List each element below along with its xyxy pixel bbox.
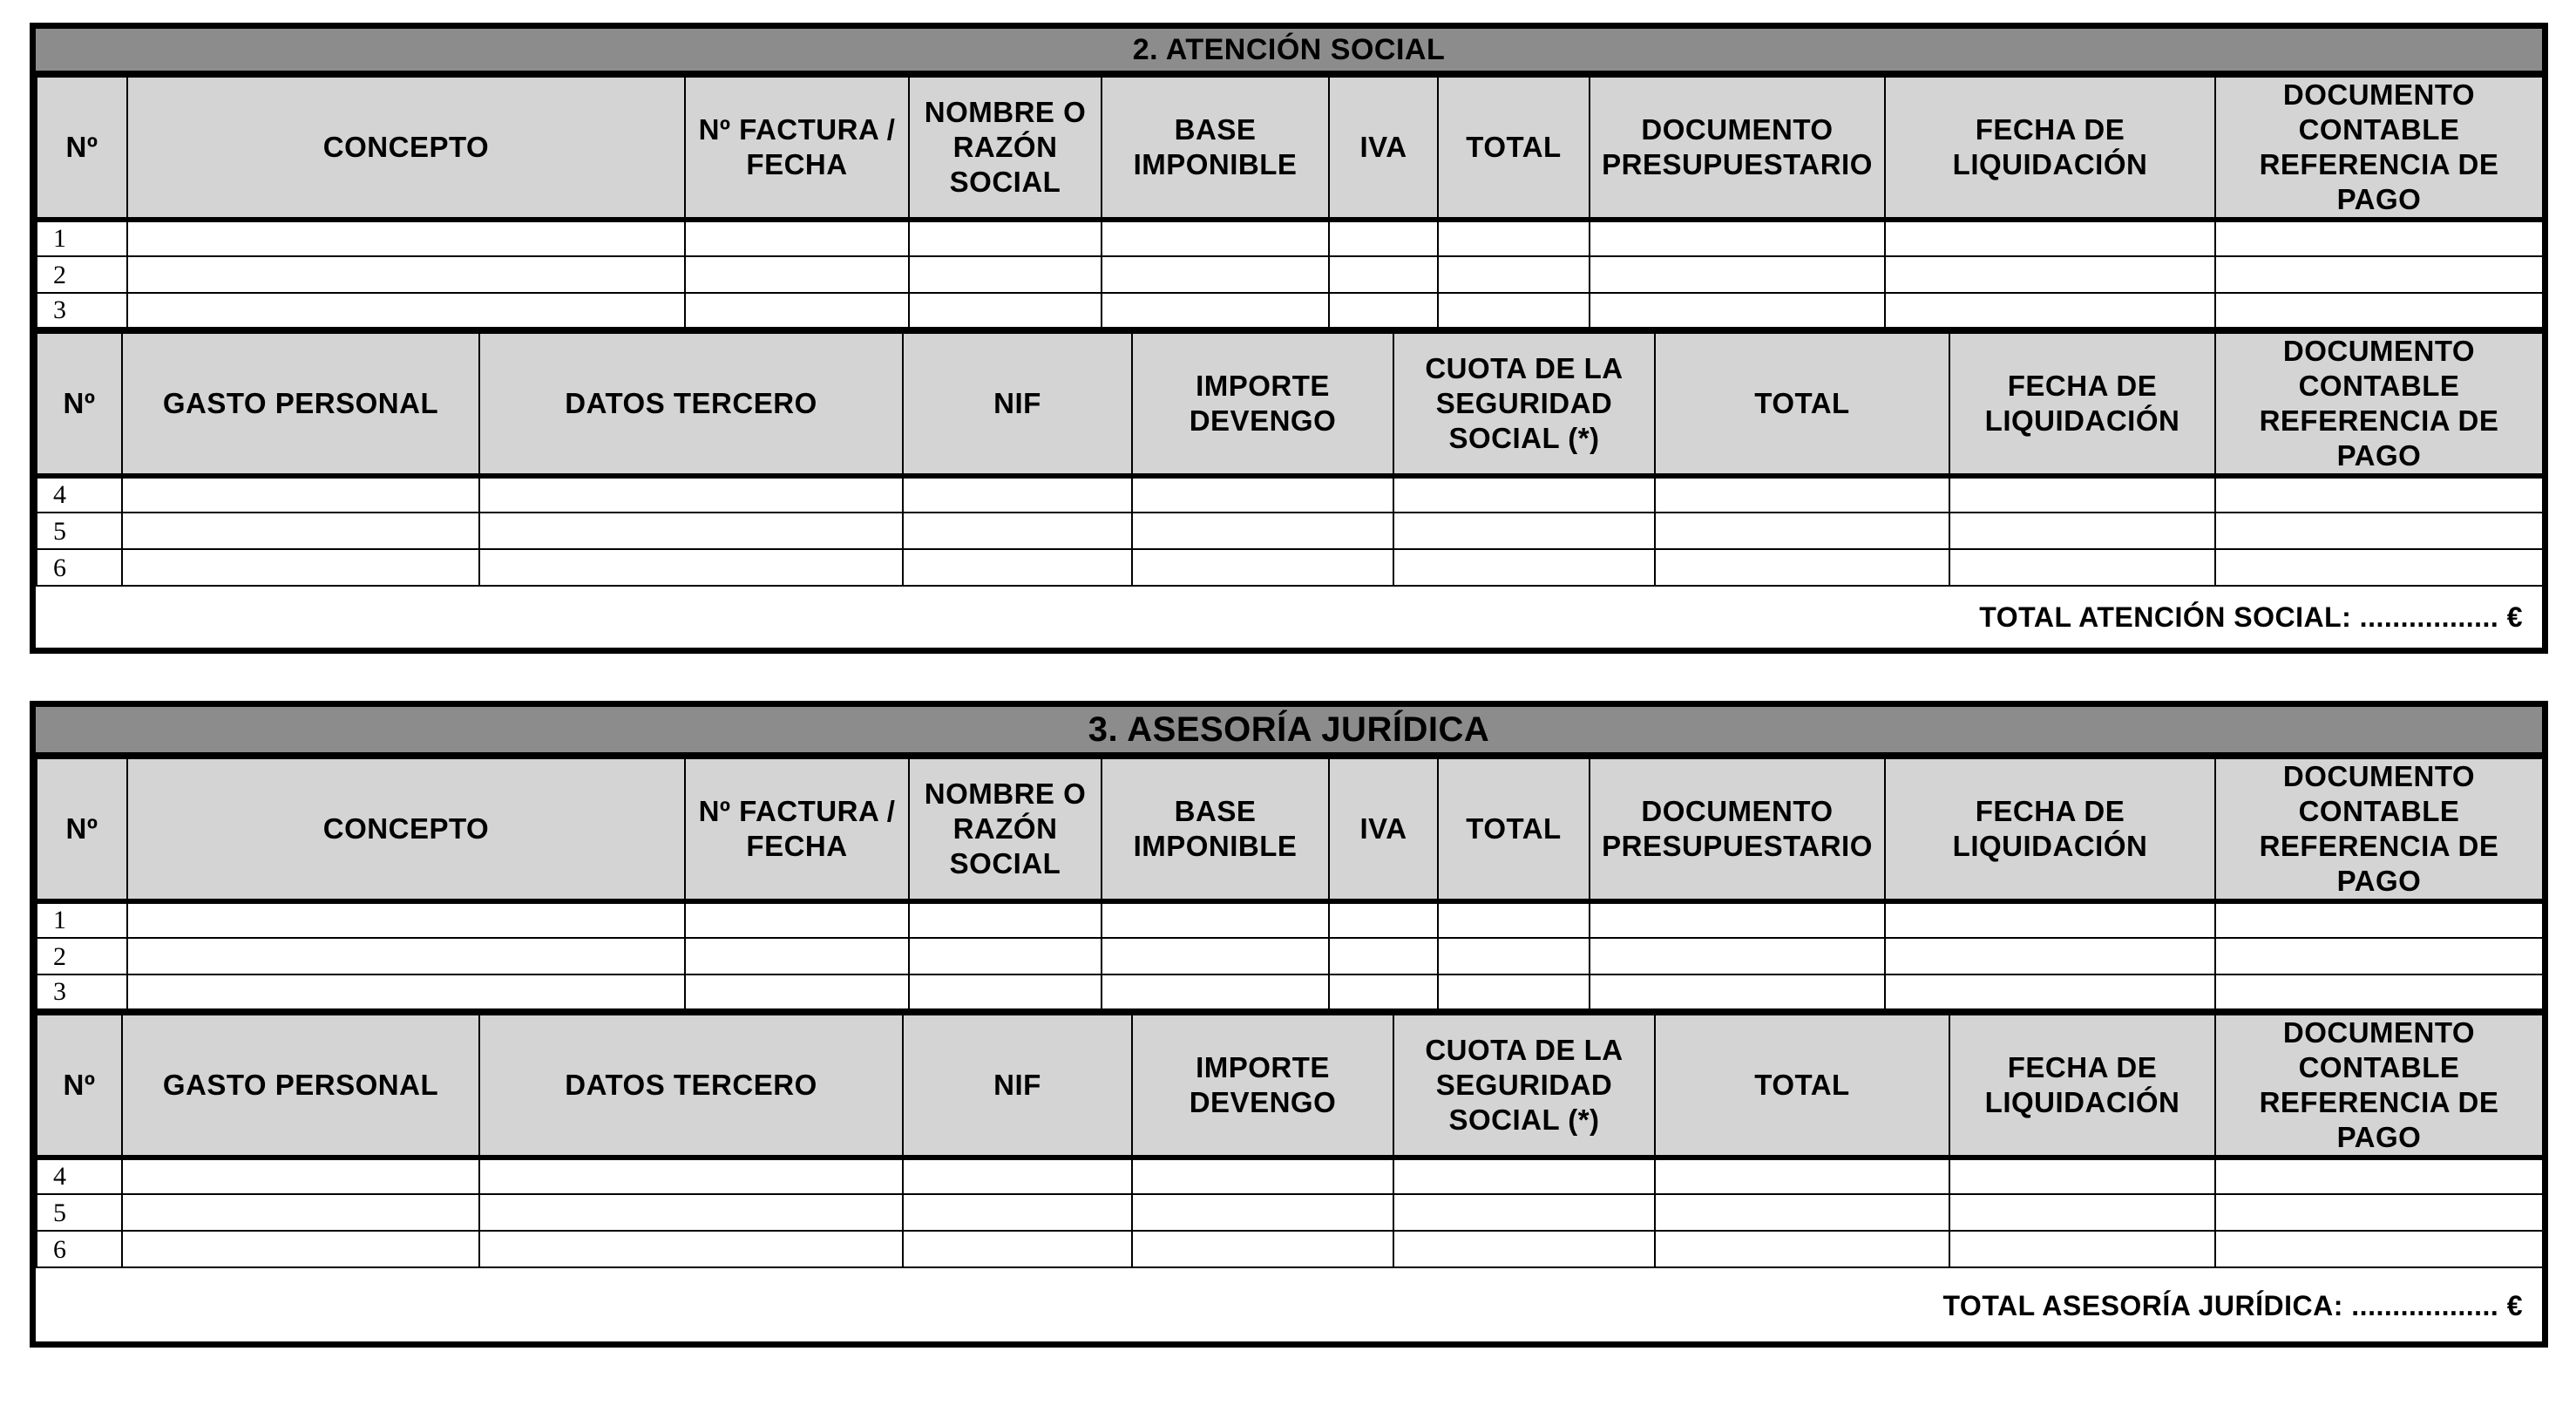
cell-cuota-seguridad-social[interactable]: [1393, 513, 1655, 549]
section-atencion-social: [30, 23, 2548, 654]
cell-gasto-personal[interactable]: [122, 1194, 479, 1231]
cell-doc-contable[interactable]: [2215, 513, 2543, 549]
cell-factura[interactable]: [685, 901, 909, 938]
cell-datos-tercero[interactable]: [479, 476, 903, 513]
row-number: 6: [37, 1231, 122, 1267]
cell-razon-social[interactable]: [909, 901, 1102, 938]
cell-cuota-seguridad-social[interactable]: [1393, 1231, 1655, 1267]
personnel-table: [36, 332, 2544, 587]
cell-nif[interactable]: [903, 549, 1132, 586]
col-header-doc-contable: DOCUMENTO CONTABLE REFERENCIA DE PAGO: [2215, 758, 2543, 901]
cell-concepto[interactable]: [127, 256, 685, 293]
row-number: 2: [37, 938, 127, 974]
cell-fecha-liquidacion[interactable]: [1949, 1231, 2215, 1267]
section-asesoria-juridica: [30, 701, 2548, 1348]
cell-doc-contable[interactable]: [2215, 901, 2543, 938]
cell-importe-devengo[interactable]: [1132, 513, 1393, 549]
table-row: [37, 256, 2543, 293]
cell-concepto[interactable]: [127, 938, 685, 974]
cell-datos-tercero[interactable]: [479, 513, 903, 549]
table-row: [37, 1158, 2543, 1194]
row-number: 1: [37, 220, 127, 256]
col-header-cuota-seguridad-social: CUOTA DE LA SEGURIDAD SOCIAL (*): [1393, 333, 1655, 476]
section-title: 2. ATENCIÓN SOCIAL: [36, 29, 2542, 76]
col-header-importe-devengo: IMPORTE DEVENGO: [1132, 333, 1393, 476]
cell-iva[interactable]: [1329, 901, 1438, 938]
col-header-doc-contable: DOCUMENTO CONTABLE REFERENCIA DE PAGO: [2215, 77, 2543, 220]
cell-base-imponible[interactable]: [1102, 974, 1329, 1011]
cell-gasto-personal[interactable]: [122, 549, 479, 586]
cell-razon-social[interactable]: [909, 256, 1102, 293]
col-header-razon-social: NOMBRE O RAZÓN SOCIAL: [909, 758, 1102, 901]
table-row: [37, 549, 2543, 586]
cell-razon-social[interactable]: [909, 293, 1102, 329]
cell-factura[interactable]: [685, 293, 909, 329]
cell-total[interactable]: [1655, 1231, 1949, 1267]
col-header-base-imponible: BASE IMPONIBLE: [1102, 77, 1329, 220]
cell-total[interactable]: [1438, 901, 1590, 938]
cell-razon-social[interactable]: [909, 974, 1102, 1011]
cell-razon-social[interactable]: [909, 938, 1102, 974]
cell-gasto-personal[interactable]: [122, 476, 479, 513]
col-header-fecha-liquidacion: FECHA DE LIQUIDACIÓN: [1949, 1015, 2215, 1158]
cell-concepto[interactable]: [127, 220, 685, 256]
cell-gasto-personal[interactable]: [122, 1158, 479, 1194]
cell-doc-contable[interactable]: [2215, 293, 2543, 329]
cell-nif[interactable]: [903, 1158, 1132, 1194]
cell-factura[interactable]: [685, 220, 909, 256]
col-header-fecha-liquidacion: FECHA DE LIQUIDACIÓN: [1885, 758, 2215, 901]
cell-fecha-liquidacion[interactable]: [1885, 974, 2215, 1011]
cell-total[interactable]: [1655, 1194, 1949, 1231]
cell-cuota-seguridad-social[interactable]: [1393, 1194, 1655, 1231]
cell-fecha-liquidacion[interactable]: [1885, 293, 2215, 329]
cell-iva[interactable]: [1329, 293, 1438, 329]
cell-concepto[interactable]: [127, 293, 685, 329]
section-total: TOTAL ASESORÍA JURÍDICA: .................. €: [1942, 1290, 2523, 1321]
cell-doc-contable[interactable]: [2215, 476, 2543, 513]
row-number: 6: [37, 549, 122, 586]
cell-base-imponible[interactable]: [1102, 293, 1329, 329]
cell-base-imponible[interactable]: [1102, 901, 1329, 938]
col-header-num: Nº: [37, 1015, 122, 1158]
cell-base-imponible[interactable]: [1102, 938, 1329, 974]
col-header-gasto-personal: GASTO PERSONAL: [122, 333, 479, 476]
col-header-factura: Nº FACTURA / FECHA: [685, 77, 909, 220]
col-header-concepto: CONCEPTO: [127, 758, 685, 901]
cell-fecha-liquidacion[interactable]: [1949, 476, 2215, 513]
table-row: [37, 974, 2543, 1011]
row-number: 5: [37, 1194, 122, 1231]
cell-doc-contable[interactable]: [2215, 1231, 2543, 1267]
cell-importe-devengo[interactable]: [1132, 1158, 1393, 1194]
col-header-iva: IVA: [1329, 77, 1438, 220]
table-header-row: [37, 77, 2543, 220]
cell-total[interactable]: [1438, 938, 1590, 974]
cell-cuota-seguridad-social[interactable]: [1393, 1158, 1655, 1194]
cell-factura[interactable]: [685, 256, 909, 293]
col-header-datos-tercero: DATOS TERCERO: [479, 333, 903, 476]
cell-doc-contable[interactable]: [2215, 256, 2543, 293]
cell-factura[interactable]: [685, 974, 909, 1011]
col-header-doc-presupuestario: DOCUMENTO PRESUPUESTARIO: [1590, 77, 1885, 220]
col-header-datos-tercero: DATOS TERCERO: [479, 1015, 903, 1158]
row-number: 1: [37, 901, 127, 938]
cell-gasto-personal[interactable]: [122, 1231, 479, 1267]
cell-datos-tercero[interactable]: [479, 549, 903, 586]
col-header-total: TOTAL: [1655, 333, 1949, 476]
table-row: [37, 220, 2543, 256]
cell-importe-devengo[interactable]: [1132, 549, 1393, 586]
cell-total[interactable]: [1438, 293, 1590, 329]
cell-concepto[interactable]: [127, 974, 685, 1011]
cell-importe-devengo[interactable]: [1132, 476, 1393, 513]
row-number: 4: [37, 476, 122, 513]
col-header-num: Nº: [37, 758, 127, 901]
cell-doc-contable[interactable]: [2215, 938, 2543, 974]
cell-doc-contable[interactable]: [2215, 1194, 2543, 1231]
table-header-row: [37, 333, 2543, 476]
col-header-total: TOTAL: [1655, 1015, 1949, 1158]
cell-base-imponible[interactable]: [1102, 220, 1329, 256]
cell-datos-tercero[interactable]: [479, 1231, 903, 1267]
table-header-row: [37, 758, 2543, 901]
col-header-nif: NIF: [903, 1015, 1132, 1158]
cell-iva[interactable]: [1329, 938, 1438, 974]
col-header-nif: NIF: [903, 333, 1132, 476]
cell-concepto[interactable]: [127, 901, 685, 938]
cell-datos-tercero[interactable]: [479, 1158, 903, 1194]
col-header-doc-presupuestario: DOCUMENTO PRESUPUESTARIO: [1590, 758, 1885, 901]
cell-doc-presupuestario[interactable]: [1590, 938, 1885, 974]
cell-doc-contable[interactable]: [2215, 549, 2543, 586]
cell-total[interactable]: [1438, 220, 1590, 256]
cell-fecha-liquidacion[interactable]: [1885, 901, 2215, 938]
cell-importe-devengo[interactable]: [1132, 1194, 1393, 1231]
col-header-cuota-seguridad-social: CUOTA DE LA SEGURIDAD SOCIAL (*): [1393, 1015, 1655, 1158]
row-number: 3: [37, 974, 127, 1011]
cell-fecha-liquidacion[interactable]: [1885, 220, 2215, 256]
cell-cuota-seguridad-social[interactable]: [1393, 476, 1655, 513]
col-header-gasto-personal: GASTO PERSONAL: [122, 1015, 479, 1158]
cell-cuota-seguridad-social[interactable]: [1393, 549, 1655, 586]
cell-fecha-liquidacion[interactable]: [1949, 513, 2215, 549]
table-row: [37, 901, 2543, 938]
col-header-total: TOTAL: [1438, 77, 1590, 220]
cell-doc-presupuestario[interactable]: [1590, 901, 1885, 938]
cell-fecha-liquidacion[interactable]: [1949, 549, 2215, 586]
row-number: 4: [37, 1158, 122, 1194]
section-title: 3. ASESORÍA JURÍDICA: [36, 707, 2542, 757]
col-header-fecha-liquidacion: FECHA DE LIQUIDACIÓN: [1949, 333, 2215, 476]
cell-fecha-liquidacion[interactable]: [1885, 256, 2215, 293]
cell-doc-presupuestario[interactable]: [1590, 974, 1885, 1011]
cell-gasto-personal[interactable]: [122, 513, 479, 549]
cell-fecha-liquidacion[interactable]: [1949, 1158, 2215, 1194]
table-header-row: [37, 1015, 2543, 1158]
cell-nif[interactable]: [903, 1231, 1132, 1267]
cell-iva[interactable]: [1329, 974, 1438, 1011]
col-header-num: Nº: [37, 77, 127, 220]
table-row: [37, 293, 2543, 329]
col-header-base-imponible: BASE IMPONIBLE: [1102, 758, 1329, 901]
col-header-doc-contable: DOCUMENTO CONTABLE REFERENCIA DE PAGO: [2215, 1015, 2543, 1158]
cell-doc-presupuestario[interactable]: [1590, 220, 1885, 256]
table-row: [37, 476, 2543, 513]
cell-nif[interactable]: [903, 1194, 1132, 1231]
table-row: [37, 513, 2543, 549]
col-header-num: Nº: [37, 333, 122, 476]
cell-total[interactable]: [1438, 974, 1590, 1011]
cell-doc-presupuestario[interactable]: [1590, 293, 1885, 329]
cell-total[interactable]: [1655, 513, 1949, 549]
cell-total[interactable]: [1655, 549, 1949, 586]
cell-total[interactable]: [1655, 476, 1949, 513]
section-total: TOTAL ATENCIÓN SOCIAL: ................. €: [1979, 601, 2523, 633]
cell-razon-social[interactable]: [909, 220, 1102, 256]
invoice-table: [36, 757, 2544, 1014]
cell-iva[interactable]: [1329, 220, 1438, 256]
row-number: 3: [37, 293, 127, 329]
row-number: 5: [37, 513, 122, 549]
personnel-table: [36, 1014, 2544, 1268]
row-number: 2: [37, 256, 127, 293]
col-header-fecha-liquidacion: FECHA DE LIQUIDACIÓN: [1885, 77, 2215, 220]
cell-fecha-liquidacion[interactable]: [1949, 1194, 2215, 1231]
col-header-importe-devengo: IMPORTE DEVENGO: [1132, 1015, 1393, 1158]
cell-datos-tercero[interactable]: [479, 1194, 903, 1231]
col-header-total: TOTAL: [1438, 758, 1590, 901]
cell-factura[interactable]: [685, 938, 909, 974]
table-row: [37, 1231, 2543, 1267]
cell-nif[interactable]: [903, 476, 1132, 513]
cell-importe-devengo[interactable]: [1132, 1231, 1393, 1267]
col-header-doc-contable: DOCUMENTO CONTABLE REFERENCIA DE PAGO: [2215, 333, 2543, 476]
cell-doc-contable[interactable]: [2215, 1158, 2543, 1194]
cell-total[interactable]: [1438, 256, 1590, 293]
table-row: [37, 938, 2543, 974]
cell-doc-contable[interactable]: [2215, 974, 2543, 1011]
cell-doc-contable[interactable]: [2215, 220, 2543, 256]
col-header-factura: Nº FACTURA / FECHA: [685, 758, 909, 901]
col-header-iva: IVA: [1329, 758, 1438, 901]
col-header-razon-social: NOMBRE O RAZÓN SOCIAL: [909, 77, 1102, 220]
cell-base-imponible[interactable]: [1102, 256, 1329, 293]
cell-total[interactable]: [1655, 1158, 1949, 1194]
cell-nif[interactable]: [903, 513, 1132, 549]
invoice-table: [36, 76, 2544, 332]
cell-fecha-liquidacion[interactable]: [1885, 938, 2215, 974]
cell-doc-presupuestario[interactable]: [1590, 256, 1885, 293]
col-header-concepto: CONCEPTO: [127, 77, 685, 220]
cell-iva[interactable]: [1329, 256, 1438, 293]
table-row: [37, 1194, 2543, 1231]
